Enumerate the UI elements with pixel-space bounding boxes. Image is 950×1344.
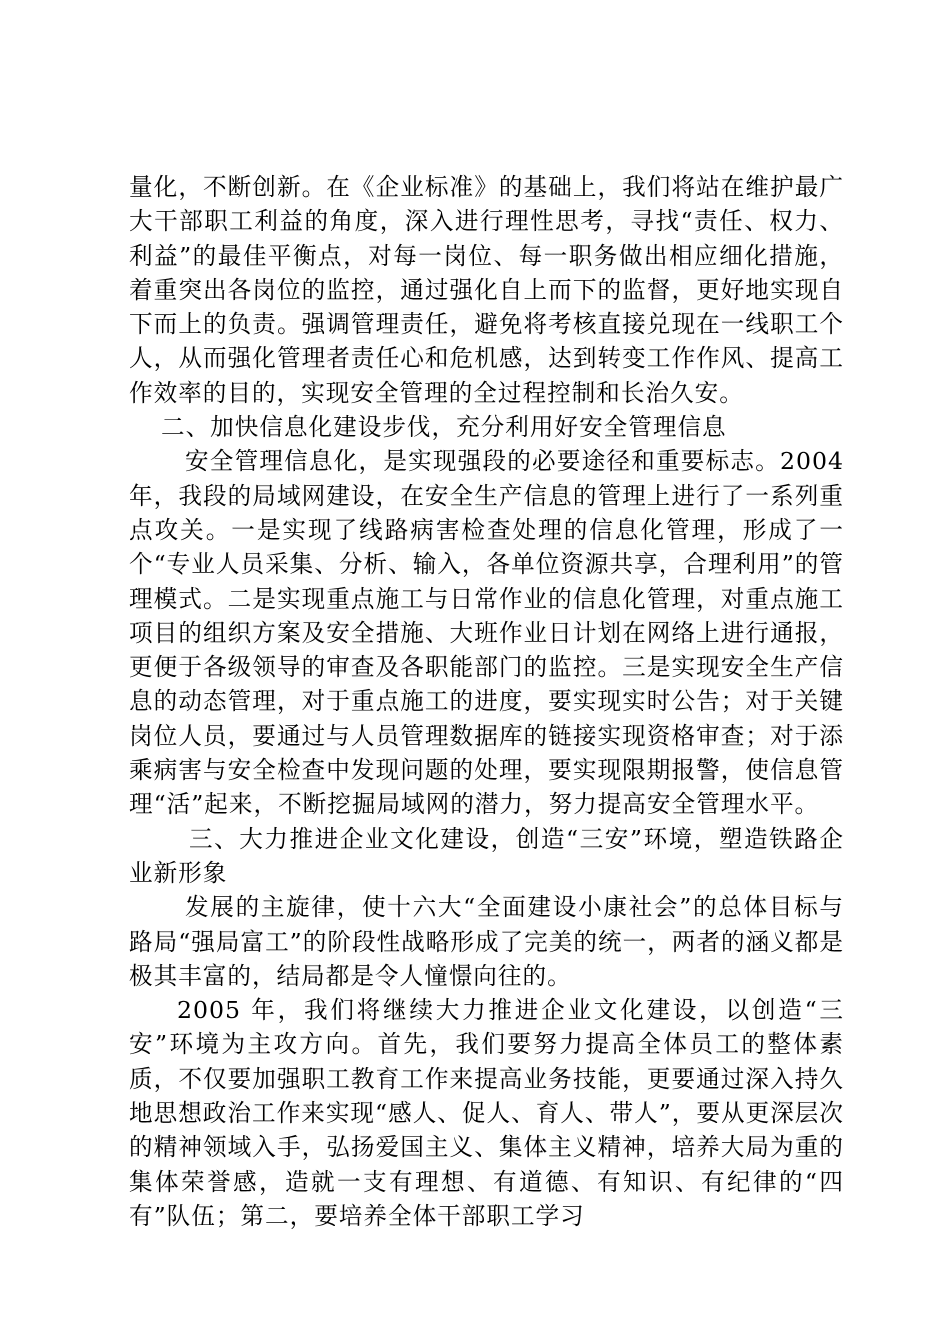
document-body [129,170,844,1233]
paragraph-development: 发展的主旋律，使十六大“全面建设小康社会”的总体目标与路局“强局富工”的阶段性战略形成了完美的统一，两者的涵义都是极其丰富的，结局都是令人憧憬向往的。 [129,893,844,990]
paragraph-continuation: 量化，不断创新。在《企业标准》的基础上，我们将站在维护最广大干部职工利益的角度，深入进行理性思考，寻找“责任、权力、利益”的最佳平衡点，对每一岗位、每一职务做出相应细化措施，着重突出各岗位的监控，通过强化自上而下的监督，更好地实现自下而上的负责。强调管理责任，避免将考核直接兑现在一线职工个人，从而强化管理者责任心和危机感，达到转变工作作风、提高工作效率的目的，实现安全管理的全过程控制和长治久安。 [129,173,844,407]
paragraph-2005: 2005 年，我们将继续大力推进企业文化建设，以创造“三安”环境为主攻方向。首先，我们要努力提高全体员工的整体素质，不仅要加强职工教育工作来提高业务技能，更要通过深入持久地思想政治工作来实现“感人、促人、育人、带人”，要从更深层次的精神领域入手，弘扬爱国主义、集体主义精神，培养大局为重的集体荣誉感，造就一支有理想、有道德、有知识、有纪律的“四有”队伍；第二，要培养全体干部职工学习 [129,996,844,1230]
section-heading-3: 三、大力推进企业文化建设，创造“三安”环境，塑造铁路企业新形象 [129,824,844,887]
paragraph-information: 安全管理信息化，是实现强段的必要途径和重要标志。2004 年，我段的局域网建设，在安全生产信息的管理上进行了一系列重点攻关。一是实现了线路病害检查处理的信息化管理，形成了一个“专业人员采集、分析、输入，各单位资源共享，合理利用”的管理模式。二是实现重点施工与日常作业的信息化管理，对重点施工项目的组织方案及安全措施、大班作业日计划在网络上进行通报，更便于各级领导的审查及各职能部门的监控。三是实现安全生产信息的动态管理，对于重点施工的进度，要实现实时公告；对于关键岗位人员，要通过与人员管理数据库的链接实现资格审查；对于添乘病害与安全检查中发现问题的处理，要实现限期报警，使信息管理“活”起来，不断挖掘局域网的潜力，努力提高安全管理水平。 [129,447,844,819]
section-heading-2: 二、加快信息化建设步伐，充分利用好安全管理信息 [161,413,727,442]
